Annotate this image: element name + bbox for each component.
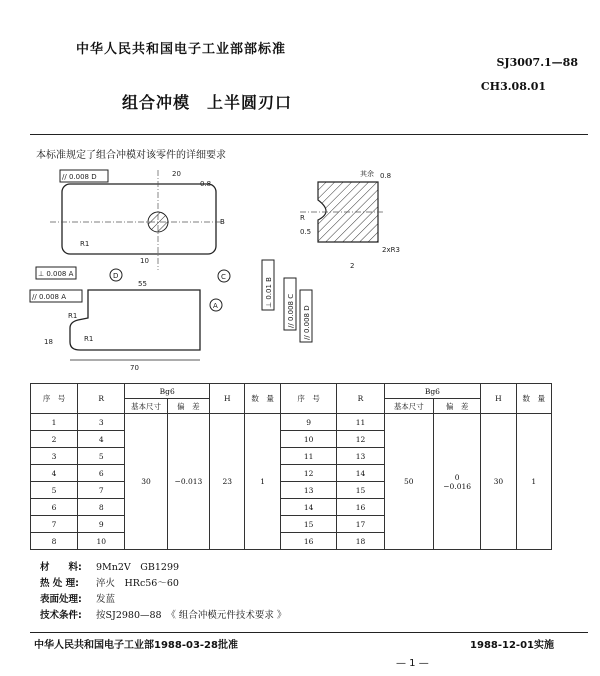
tech-label: 技术条件: — [40, 610, 82, 621]
cell-r: 4 — [78, 431, 125, 448]
cell-r-2: 17 — [337, 516, 384, 533]
materials-block — [40, 560, 286, 624]
ref-d-label: D — [113, 272, 119, 280]
cell-seq: 1 — [31, 414, 78, 431]
col-basic: 基本尺寸 — [125, 399, 167, 414]
r1-upper-label: R1 — [80, 240, 90, 248]
cell-seq-2: 15 — [280, 516, 337, 533]
tol-mid-label: // 0.008 A — [32, 293, 66, 301]
top-view — [36, 170, 230, 282]
dim-2-label: 2 — [350, 262, 355, 270]
cell-h-2: 30 — [481, 414, 516, 550]
dim-55-label: 55 — [138, 280, 147, 288]
cell-r: 7 — [78, 482, 125, 499]
cell-r: 9 — [78, 516, 125, 533]
dev-top: 0 — [454, 472, 460, 482]
cell-seq-2: 10 — [280, 431, 337, 448]
sub-code: CH3.08.01 — [480, 80, 546, 93]
cell-seq: 5 — [31, 482, 78, 499]
col-basic-2: 基本尺寸 — [384, 399, 434, 414]
col-qty-2: 数 量 — [516, 384, 551, 414]
r1-lower-label: R1 — [84, 335, 94, 343]
header-rule — [30, 134, 588, 135]
cell-r-2: 18 — [337, 533, 384, 550]
col-qty: 数 量 — [245, 384, 280, 414]
col-bg6-2: Bg6 — [384, 384, 481, 399]
col-dev: 偏 差 — [167, 399, 209, 414]
cell-seq: 2 — [31, 431, 78, 448]
document-title: 组合冲模 上半圆刃口 — [122, 93, 293, 112]
cell-r-2: 12 — [337, 431, 384, 448]
dim-18-label: 18 — [44, 338, 53, 346]
material-value: 9Mn2V GB1299 — [96, 562, 180, 573]
col-h: H — [210, 384, 245, 414]
dim-2r3-label: 2xR3 — [382, 246, 400, 254]
cell-r: 10 — [78, 533, 125, 550]
cell-seq: 3 — [31, 448, 78, 465]
dev-bottom: −0.016 — [443, 481, 472, 491]
cell-seq-2: 12 — [280, 465, 337, 482]
dim-05-label: 0.5 — [300, 228, 312, 236]
cell-h: 23 — [210, 414, 245, 550]
cell-seq-2: 11 — [280, 448, 337, 465]
cell-r-2: 11 — [337, 414, 384, 431]
col-seq-2: 序 号 — [280, 384, 337, 414]
heat-label: 热 处 理: — [40, 578, 79, 589]
tol-v3-label: // 0.008 D — [303, 305, 311, 340]
tol-top-label: // 0.008 D — [62, 173, 97, 181]
roughness-top-label: 0.8 — [200, 180, 212, 188]
ref-c-label: C — [221, 273, 226, 281]
cell-dev-2 — [434, 414, 481, 550]
tech-value: 按SJ2980—88 《 组合冲模元件技术要求 》 — [96, 610, 287, 621]
col-dev-2: 偏 差 — [434, 399, 481, 414]
table-row — [31, 414, 552, 431]
surface-label: 表面处理: — [40, 594, 82, 605]
cell-r-2: 15 — [337, 482, 384, 499]
dim-10-label: 10 — [140, 257, 149, 265]
effective-text: 1988-12-01实施 — [470, 640, 554, 651]
dim-b-label: B — [220, 218, 225, 226]
perp-left-label: ⊥ 0.008 A — [38, 270, 74, 278]
cell-basic-2: 50 — [384, 414, 434, 550]
cell-seq: 6 — [31, 499, 78, 516]
surface-value: 发蓝 — [96, 594, 116, 605]
cell-seq-2: 9 — [280, 414, 337, 431]
cell-r-2: 14 — [337, 465, 384, 482]
footer-rule — [30, 632, 588, 633]
col-seq: 序 号 — [31, 384, 78, 414]
heat-value: 淬火 HRc56～60 — [96, 578, 179, 589]
approved-text: 中华人民共和国电子工业部1988-03-28批准 — [34, 640, 238, 651]
dim-20-label: 20 — [172, 170, 181, 178]
cell-seq-2: 14 — [280, 499, 337, 516]
cell-qty: 1 — [245, 414, 280, 550]
dim-r-label: R — [300, 214, 305, 222]
cell-r: 8 — [78, 499, 125, 516]
col-r-2: R — [337, 384, 384, 414]
cell-dev: −0.013 — [167, 414, 209, 550]
page-number: — 1 — — [396, 658, 429, 669]
cell-basic: 30 — [125, 414, 167, 550]
intro-text: 本标准规定了组合冲模对该零件的详细要求 — [36, 150, 226, 161]
cell-seq-2: 13 — [280, 482, 337, 499]
ref-a-label: A — [213, 302, 218, 310]
cell-r-2: 16 — [337, 499, 384, 516]
standard-code: SJ3007.1—88 — [496, 56, 578, 69]
dimension-table — [30, 383, 552, 550]
roughness-right-label: 0.8 — [380, 172, 392, 180]
cell-qty-2: 1 — [516, 414, 551, 550]
cell-seq: 7 — [31, 516, 78, 533]
cell-r: 3 — [78, 414, 125, 431]
tol-v1-label: ⊥ 0.01 B — [265, 277, 273, 308]
cell-r: 5 — [78, 448, 125, 465]
mark-note-label: 其余 — [360, 170, 374, 178]
technical-drawing — [0, 160, 600, 380]
dim-70-label: 70 — [130, 364, 139, 372]
cell-r: 6 — [78, 465, 125, 482]
r1-label: R1 — [68, 312, 78, 320]
col-r: R — [78, 384, 125, 414]
col-bg6: Bg6 — [125, 384, 210, 399]
cell-seq-2: 16 — [280, 533, 337, 550]
cell-seq: 4 — [31, 465, 78, 482]
org-title: 中华人民共和国电子工业部部标准 — [76, 42, 287, 57]
front-view — [30, 280, 222, 372]
material-label: 材 料: — [40, 562, 82, 573]
cell-r-2: 13 — [337, 448, 384, 465]
tol-v2-label: // 0.008 C — [287, 293, 295, 328]
side-view — [262, 169, 400, 342]
cell-seq: 8 — [31, 533, 78, 550]
col-h-2: H — [481, 384, 516, 414]
